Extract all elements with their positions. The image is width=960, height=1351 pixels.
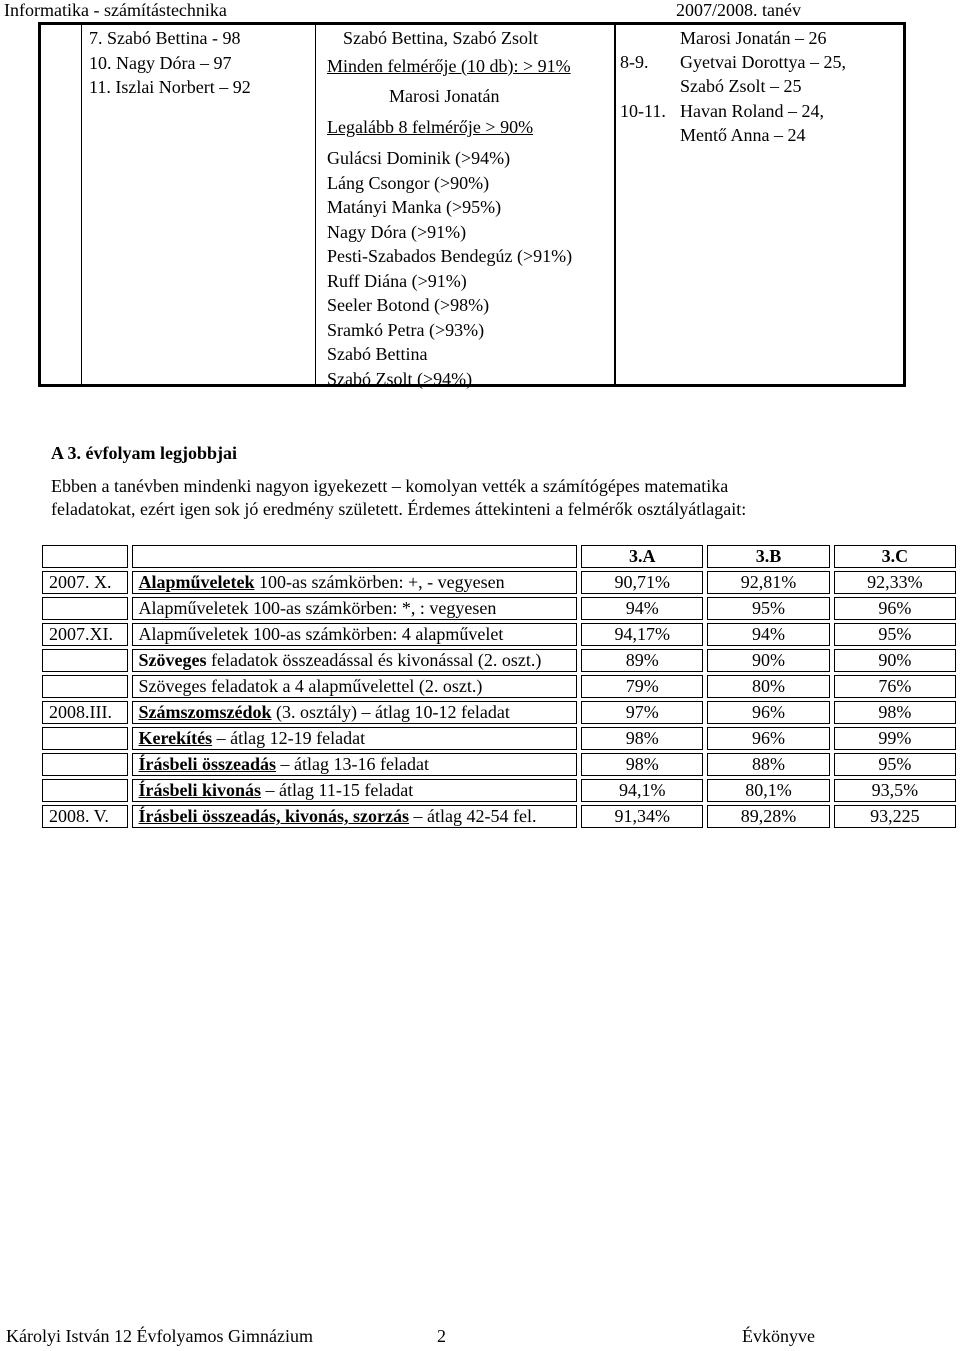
task-bold: Kerekítés	[138, 728, 213, 748]
col3-line: Szabó Zsolt – 25	[680, 76, 802, 96]
header-blank-cell	[132, 545, 578, 568]
value-cell: 98%	[834, 701, 956, 724]
value-cell: 96%	[834, 597, 956, 620]
task-text: feladatok összeadással és kivonással (2. oszt.)	[206, 650, 542, 670]
value-cell: 97%	[581, 701, 703, 724]
task-text: (3. osztály) – átlag 10-12 feladat	[271, 702, 510, 722]
col2-item: Ruff Diána (>91%)	[327, 270, 467, 291]
table-row	[42, 623, 956, 646]
column-header: 3.B	[707, 545, 829, 568]
value-cell: 95%	[707, 597, 829, 620]
task-text: – átlag 13-16 feladat	[276, 754, 429, 774]
value-cell: 88%	[707, 753, 829, 776]
value-cell: 95%	[834, 623, 956, 646]
table-row	[42, 753, 956, 776]
task-text: – átlag 11-15 feladat	[261, 780, 414, 800]
value-cell: 92,81%	[707, 571, 829, 594]
value-cell: 94%	[581, 597, 703, 620]
task-cell	[132, 649, 578, 672]
task-text: – átlag 12-19 feladat	[212, 728, 366, 748]
section-paragraph-line: Ebben a tanévben mindenki nagyon igyekezett – komolyan vették a számítógépes matematika	[51, 476, 729, 496]
col1-item: 11. Iszlai Norbert – 92	[89, 77, 251, 97]
col3-line: Gyetvai Dorottya – 25,	[680, 52, 846, 72]
results-table	[38, 542, 960, 831]
value-cell: 94,1%	[581, 779, 703, 802]
column-header: 3.A	[581, 545, 703, 568]
task-bold: Alapműveletek	[138, 572, 255, 592]
col2-item: Seeler Botond (>98%)	[327, 295, 490, 315]
task-cell	[132, 571, 578, 594]
header-left: Informatika - számítástechnika	[4, 0, 227, 20]
task-bold: Írásbeli összeadás	[138, 754, 277, 774]
table-row	[42, 727, 956, 750]
top-results-table	[38, 22, 906, 387]
section-heading: A 3. évfolyam legjobbjai	[51, 443, 237, 463]
header-right: 2007/2008. tanév	[676, 0, 801, 20]
col3-rank: 8-9.	[620, 52, 649, 72]
col2-item: Matányi Manka (>95%)	[327, 197, 502, 217]
task-cell	[132, 623, 578, 646]
table-row	[42, 649, 956, 672]
column-header: 3.C	[834, 545, 956, 568]
value-cell: 76%	[834, 675, 956, 698]
col2-item: Láng Csongor (>90%)	[327, 172, 490, 193]
value-cell: 90%	[707, 649, 829, 672]
col1-item: 10. Nagy Dóra – 97	[89, 52, 232, 73]
value-cell: 94,17%	[581, 623, 703, 646]
task-text: Alapműveletek 100-as számkörben: 4 alapművelet	[138, 624, 504, 644]
value-cell: 94%	[707, 623, 829, 646]
col1-item: 7. Szabó Bettina - 98	[89, 28, 241, 48]
col2-item: Sramkó Petra (>93%)	[327, 319, 485, 340]
col2-item: Szabó Bettina	[327, 344, 428, 364]
task-cell	[132, 753, 578, 776]
task-cell	[132, 779, 578, 802]
task-text: – átlag 42-54 fel.	[409, 806, 537, 826]
col3-line: Mentő Anna – 24	[680, 125, 806, 145]
table-row	[42, 805, 956, 828]
value-cell: 99%	[834, 727, 956, 750]
col2-8-label: Legalább 8 felmérője > 90%	[327, 117, 534, 137]
value-cell: 98%	[581, 753, 703, 776]
task-cell	[132, 805, 578, 828]
col2-title: Szabó Bettina, Szabó Zsolt	[343, 28, 538, 48]
year-cell: 2007. X.	[42, 571, 128, 594]
col2-item: Gulácsi Dominik (>94%)	[327, 148, 511, 168]
task-text: Alapműveletek 100-as számkörben: *, : vegyesen	[138, 598, 497, 618]
task-cell	[132, 727, 578, 750]
value-cell: 90,71%	[581, 571, 703, 594]
year-cell	[42, 649, 128, 672]
year-cell	[42, 675, 128, 698]
value-cell: 89,28%	[707, 805, 829, 828]
year-cell	[42, 779, 128, 802]
year-cell: 2007.XI.	[42, 623, 128, 646]
value-cell: 96%	[707, 701, 829, 724]
col2-all-label: Minden felmérője (10 db): > 91%	[327, 56, 571, 76]
col2-list	[327, 146, 572, 391]
value-cell: 80%	[707, 675, 829, 698]
table-header-row	[42, 545, 956, 568]
task-bold: Írásbeli kivonás	[138, 780, 262, 800]
value-cell: 92,33%	[834, 571, 956, 594]
table-divider	[614, 25, 616, 384]
value-cell: 98%	[581, 727, 703, 750]
footer-school: Károlyi István 12 Évfolyamos Gimnázium	[6, 1326, 313, 1346]
value-cell: 90%	[834, 649, 956, 672]
table-row	[42, 675, 956, 698]
value-cell: 89%	[581, 649, 703, 672]
task-text: Szöveges feladatok a 4 alapművelettel (2. oszt.)	[138, 676, 483, 696]
year-cell: 2008. V.	[42, 805, 128, 828]
footer-page-number: 2	[437, 1326, 446, 1346]
value-cell: 91,34%	[581, 805, 703, 828]
year-cell: 2008.III.	[42, 701, 128, 724]
task-cell	[132, 675, 578, 698]
task-bold: Számszomszédok	[138, 702, 272, 722]
value-cell: 79%	[581, 675, 703, 698]
year-cell	[42, 597, 128, 620]
table-divider	[315, 25, 316, 384]
col3-line: Marosi Jonatán – 26	[680, 28, 827, 48]
col1-list	[89, 26, 251, 100]
table-row	[42, 779, 956, 802]
value-cell: 80,1%	[707, 779, 829, 802]
value-cell: 93,225	[834, 805, 956, 828]
section-paragraph-line: feladatokat, ezért igen sok jó eredmény született. Érdemes áttekinteni a felmérők osztályátlagait:	[51, 499, 747, 519]
table-divider	[81, 25, 82, 384]
col2-item: Szabó Zsolt (>94%)	[327, 368, 473, 389]
col3-line: Havan Roland – 24,	[680, 101, 824, 121]
task-cell	[132, 597, 578, 620]
year-cell	[42, 753, 128, 776]
value-cell: 93,5%	[834, 779, 956, 802]
col3-rank: 10-11.	[620, 101, 666, 121]
col2-all-name: Marosi Jonatán	[389, 86, 500, 106]
task-bold: Írásbeli összeadás, kivonás, szorzás	[138, 806, 410, 826]
header-blank-cell	[42, 545, 128, 568]
col2-item: Nagy Dóra (>91%)	[327, 221, 467, 242]
footer-right: Évkönyve	[742, 1326, 815, 1346]
col2-item: Pesti-Szabados Bendegúz (>91%)	[327, 246, 573, 266]
value-cell: 96%	[707, 727, 829, 750]
table-row	[42, 571, 956, 594]
table-row	[42, 701, 956, 724]
task-cell	[132, 701, 578, 724]
value-cell: 95%	[834, 753, 956, 776]
task-bold: Szöveges	[138, 650, 207, 670]
year-cell	[42, 727, 128, 750]
task-text: 100-as számkörben: +, - vegyesen	[254, 572, 505, 592]
table-row	[42, 597, 956, 620]
